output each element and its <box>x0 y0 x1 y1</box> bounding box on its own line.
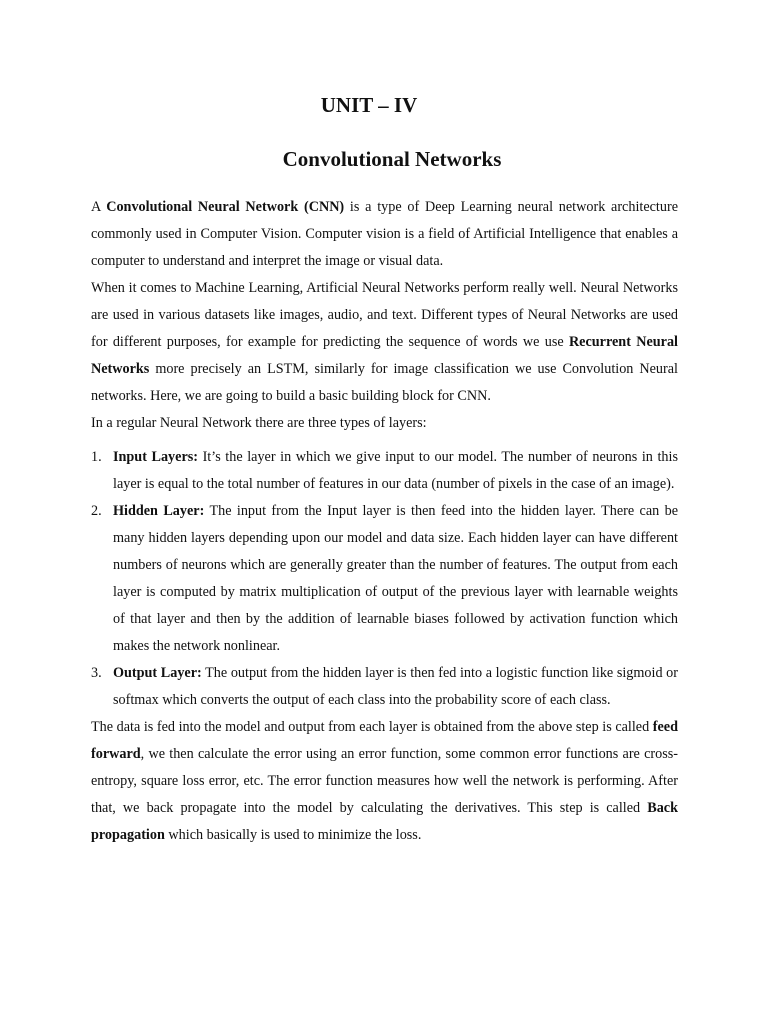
list-number: 2. <box>91 503 102 519</box>
intro-text-b: is a type of Deep Learning neural network architecture commonly used in Computer Vision. Computer vision is a field of Artificial Intelligence that enables a computer to understand and interpret the image or visual data. <box>91 199 678 269</box>
list-term: Input Layers: <box>113 449 198 465</box>
rnn-term: Recurrent Neural Networks <box>91 334 678 377</box>
list-term: Hidden Layer: <box>113 503 205 519</box>
ml-paragraph <box>91 275 678 410</box>
document-body <box>91 194 678 849</box>
list-number: 3. <box>91 665 102 681</box>
backprop-paragraph <box>91 714 678 849</box>
intro-text-a: A <box>91 199 107 215</box>
ml-text-a: When it comes to Machine Learning, Artificial Neural Networks perform really well. Neural Networks are used in various datasets like images, audio, and text. Different types of Neural Networks are used for different purposes, for example for predicting the sequence of words we use <box>91 280 678 350</box>
backprop-text-c: which basically is used to minimize the loss. <box>164 827 422 843</box>
list-text: It’s the layer in which we give input to our model. The number of neurons in this layer is equal to the total number of features in our data (number of pixels in the case of an image). <box>113 449 678 492</box>
list-term: Output Layer: <box>113 665 202 681</box>
backprop-text-b: , we then calculate the error using an error function, some common error functions are cross-entropy, square loss error, etc. The error function measures how well the network is performing. After that, we back propagate into the model by calculating the derivatives. This step is called <box>91 746 678 816</box>
intro-paragraph <box>91 194 678 275</box>
feed-forward-term: feed forward <box>91 719 678 762</box>
layers-list <box>91 444 678 714</box>
unit-heading: UNIT – IV <box>320 93 418 117</box>
page-title: Convolutional Networks <box>282 147 502 171</box>
list-item-input-layer <box>91 444 678 498</box>
back-propagation-term: Back propagation <box>91 800 678 843</box>
cnn-term: Convolutional Neural Network (CNN) <box>106 199 345 215</box>
list-text: The input from the Input layer is then feed into the hidden layer. There can be many hidden layers depending upon our model and data size. Each hidden layer can have different numbers of neurons which are generally greater than the number of features. The output from each layer is computed by matrix multiplication of output of the previous layer with learnable weights of that layer and then by the addition of learnable biases followed by activation function which makes the network nonlinear. <box>113 503 678 654</box>
list-text: The output from the hidden layer is then fed into a logistic function like sigmoid or softmax which converts the output of each class into the probability score of each class. <box>113 665 679 708</box>
backprop-text-a: The data is fed into the model and output from each layer is obtained from the above step is called <box>91 719 653 735</box>
layers-intro: In a regular Neural Network there are three types of layers: <box>91 415 427 431</box>
ml-text-b: more precisely an LSTM, similarly for image classification we use Convolution Neural networks. Here, we are going to build a basic building block for CNN. <box>91 361 678 404</box>
list-item-output-layer <box>91 660 678 714</box>
list-item-hidden-layer <box>91 498 678 660</box>
list-number: 1. <box>91 449 102 465</box>
